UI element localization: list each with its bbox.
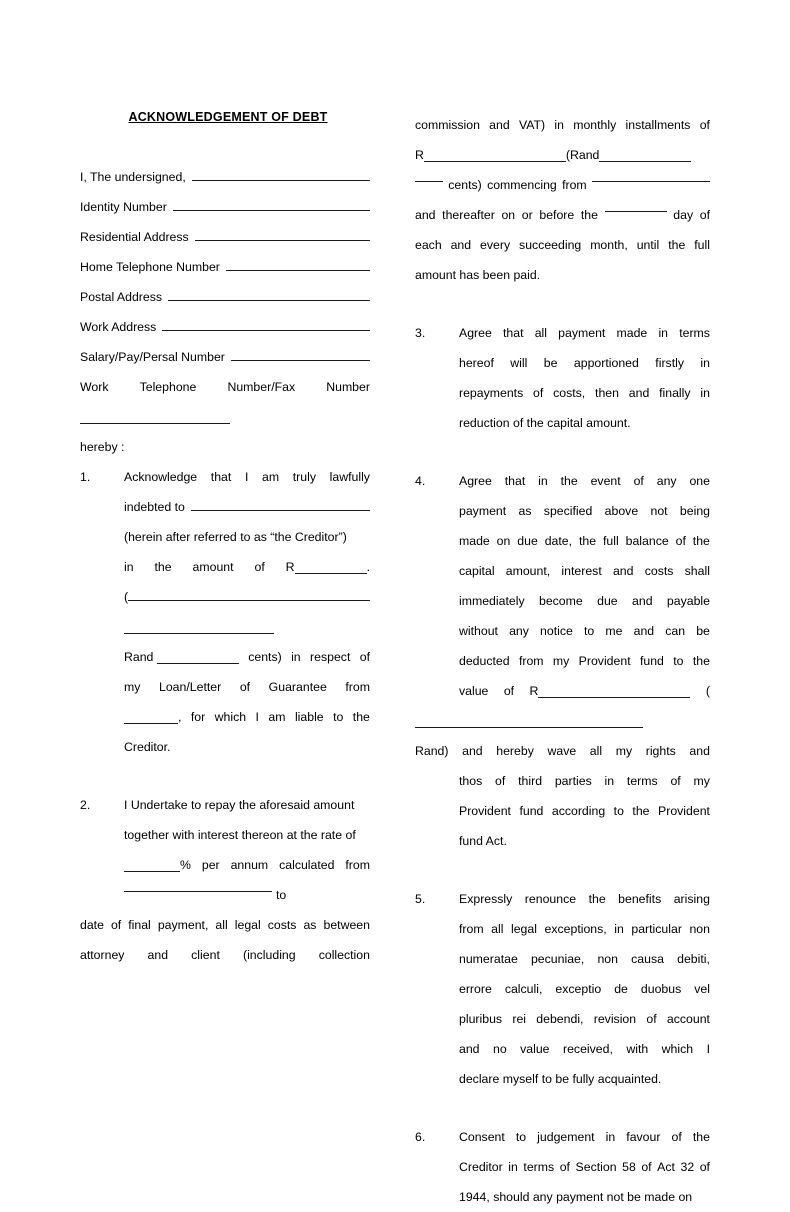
clause-line: amount has been paid. bbox=[415, 268, 541, 282]
fill-in-rule[interactable] bbox=[124, 880, 272, 892]
form-field-work-telephone-value[interactable] bbox=[80, 402, 370, 432]
clause-line: (herein after referred to as “the Creditor”) bbox=[124, 530, 347, 544]
clause-line: Creditor. bbox=[124, 740, 171, 754]
fill-in-rule[interactable] bbox=[157, 652, 239, 664]
clause-body bbox=[459, 318, 710, 438]
fill-in-rule[interactable] bbox=[599, 150, 691, 162]
clause-line-provident-value: value of R ( bbox=[459, 676, 710, 706]
clause-line-words-amount-cont[interactable] bbox=[124, 612, 370, 642]
fill-in-rule[interactable] bbox=[124, 621, 274, 634]
clause-body bbox=[124, 462, 370, 762]
clause-spacer bbox=[415, 1094, 710, 1122]
clause-line: deducted from my Provident fund to the bbox=[459, 654, 710, 668]
clause-body bbox=[459, 884, 710, 1094]
clause-line-words-amount[interactable] bbox=[124, 582, 370, 612]
clause-text: ( bbox=[124, 590, 129, 604]
fill-in-rule[interactable] bbox=[231, 349, 370, 361]
two-column-layout bbox=[0, 110, 790, 1212]
clause-line: my Loan/Letter of Guarantee from bbox=[124, 680, 370, 694]
clause-line-provident-value-words[interactable] bbox=[415, 706, 710, 736]
clause-line: Consent to judgement in favour of the bbox=[459, 1130, 710, 1144]
clause-line: made on due date, the full balance of the bbox=[459, 534, 710, 548]
clause-line-liable: , for which I am liable to the bbox=[124, 702, 370, 732]
interest-rate-entry[interactable]: % bbox=[124, 850, 191, 880]
clause-line: Creditor in terms of Section 58 of Act 32 of bbox=[459, 1160, 710, 1174]
clause-line: attorney and client (including collection bbox=[80, 948, 370, 962]
installment-words-entry[interactable]: (Rand bbox=[566, 140, 692, 170]
clause-2 bbox=[80, 790, 370, 970]
clause-line: each and every succeeding month, until the full bbox=[415, 238, 710, 252]
clause-line: Rand) and hereby wave all my rights and bbox=[415, 744, 710, 758]
clause-line: capital amount, interest and costs shall bbox=[459, 564, 710, 578]
clause-line: payment as specified above not being bbox=[459, 504, 710, 518]
fill-in-rule[interactable] bbox=[124, 712, 178, 724]
clause-body bbox=[80, 790, 370, 970]
form-field-work-address[interactable] bbox=[80, 312, 370, 342]
form-field-label: Work Address bbox=[80, 320, 157, 334]
clause-line-day-of: and thereafter on or before the day of bbox=[415, 200, 710, 230]
clause-5 bbox=[415, 884, 710, 1094]
clause-2-continuation bbox=[415, 110, 710, 290]
fill-in-rule[interactable] bbox=[195, 229, 370, 241]
clause-number: 1. bbox=[80, 470, 91, 484]
clause-line-amount: in the amount of R . bbox=[124, 552, 370, 582]
form-field-label: Identity Number bbox=[80, 200, 167, 214]
fill-in-rule[interactable] bbox=[226, 259, 370, 271]
clause-number: 2. bbox=[80, 798, 91, 812]
form-field-label: I, The undersigned, bbox=[80, 170, 186, 184]
fill-in-rule[interactable] bbox=[424, 150, 566, 162]
clause-line: Expressly renounce the benefits arising bbox=[459, 892, 710, 906]
installment-amount-entry[interactable]: R bbox=[415, 140, 566, 170]
clause-3 bbox=[415, 318, 710, 438]
clause-1 bbox=[80, 462, 370, 762]
clause-line: numeratae pecuniae, non causa debiti, bbox=[459, 952, 710, 966]
form-field-identity-number[interactable] bbox=[80, 192, 370, 222]
form-field-label: Salary/Pay/Persal Number bbox=[80, 350, 225, 364]
clause-line: hereof will be apportioned firstly in bbox=[459, 356, 710, 370]
clause-number: 4. bbox=[415, 474, 426, 488]
fill-in-rule[interactable] bbox=[295, 562, 367, 574]
clause-4 bbox=[415, 466, 710, 856]
fill-in-rule[interactable] bbox=[162, 319, 370, 331]
form-field-undersigned[interactable] bbox=[80, 162, 370, 192]
hereby-label: hereby : bbox=[80, 440, 125, 454]
clause-body bbox=[459, 1122, 710, 1212]
clause-line-from-date: to bbox=[124, 880, 370, 910]
clause-line: declare myself to be fully acquainted. bbox=[459, 1072, 662, 1086]
right-column bbox=[395, 110, 790, 1212]
form-field-salary-persal-number[interactable] bbox=[80, 342, 370, 372]
clause-number: 6. bbox=[415, 1130, 426, 1144]
page-title: ACKNOWLEDGEMENT OF DEBT bbox=[128, 110, 328, 124]
clause-line-rand-cents: Rand cents) in respect of bbox=[124, 642, 370, 672]
clause-line: pluribus rei debendi, revision of account bbox=[459, 1012, 710, 1026]
clause-spacer bbox=[80, 762, 370, 790]
provident-value-entry[interactable]: R bbox=[530, 676, 691, 706]
amount-entry[interactable]: R . bbox=[285, 560, 370, 574]
fill-in-rule[interactable] bbox=[173, 199, 370, 211]
clause-line: date of final payment, all legal costs as between bbox=[80, 918, 370, 932]
clause-spacer bbox=[415, 290, 710, 318]
form-field-postal-address[interactable] bbox=[80, 282, 370, 312]
clause-line: reduction of the capital amount. bbox=[459, 416, 631, 430]
form-field-work-telephone-label: Work Telephone Number/Fax Number bbox=[80, 380, 370, 394]
clause-line: I Undertake to repay the aforesaid amount bbox=[124, 798, 355, 812]
clause-spacer bbox=[415, 438, 710, 466]
form-field-label: Residential Address bbox=[80, 230, 189, 244]
clause-line: fund Act. bbox=[459, 834, 507, 848]
clause-number: 3. bbox=[415, 326, 426, 340]
rand-entry[interactable]: Rand bbox=[124, 642, 239, 672]
loan-source-entry[interactable]: , bbox=[124, 702, 181, 732]
clause-line: Agree that all payment made in terms bbox=[459, 326, 710, 340]
form-field-home-telephone-number[interactable] bbox=[80, 252, 370, 282]
fill-in-rule[interactable] bbox=[124, 860, 180, 872]
clause-line: Acknowledge that I am truly lawfully bbox=[124, 470, 370, 484]
fill-in-rule[interactable] bbox=[80, 411, 230, 424]
clause-line: without any notice to me and can be bbox=[459, 624, 710, 638]
fill-in-rule[interactable] bbox=[592, 170, 710, 182]
clause-line: and no value received, with which I bbox=[459, 1042, 710, 1056]
form-field-label: Home Telephone Number bbox=[80, 260, 220, 274]
clause-line: errore calculi, exceptio de duobus vel bbox=[459, 982, 710, 996]
clause-body bbox=[415, 466, 710, 856]
form-field-residential-address[interactable] bbox=[80, 222, 370, 252]
left-column bbox=[0, 110, 395, 970]
clause-number: 5. bbox=[415, 892, 426, 906]
fill-in-rule[interactable] bbox=[605, 200, 667, 212]
fill-in-rule[interactable] bbox=[168, 289, 370, 301]
clause-line: from all legal exceptions, in particular non bbox=[459, 922, 710, 936]
clause-line-installment-amount bbox=[415, 140, 710, 170]
clause-line: 1944, should any payment not be made on bbox=[459, 1190, 693, 1204]
form-field-label: Postal Address bbox=[80, 290, 163, 304]
fill-in-rule[interactable] bbox=[538, 686, 690, 698]
clause-line: Agree that in the event of any one bbox=[459, 474, 710, 488]
clause-line: thos of third parties in terms of my bbox=[459, 774, 710, 788]
clause-line-cents-commencing: cents) commencing from bbox=[415, 170, 710, 200]
fill-in-rule[interactable] bbox=[192, 169, 370, 181]
fill-in-rule[interactable] bbox=[415, 170, 443, 182]
clause-spacer bbox=[415, 856, 710, 884]
clause-line: commission and VAT) in monthly installments of bbox=[415, 118, 710, 132]
clause-line: together with interest thereon at the rate of bbox=[124, 828, 356, 842]
clause-line: immediately become due and payable bbox=[459, 594, 710, 608]
fill-in-rule[interactable] bbox=[191, 499, 370, 511]
fill-in-rule[interactable] bbox=[415, 715, 643, 728]
clause-line: repayments of costs, then and finally in bbox=[459, 386, 710, 400]
clause-6 bbox=[415, 1122, 710, 1212]
clause-line-indebted-to[interactable] bbox=[124, 492, 370, 522]
clause-line-interest-rate: % per annum calculated from bbox=[124, 850, 370, 880]
clause-line: Provident fund according to the Provident bbox=[459, 804, 710, 818]
fill-in-rule[interactable] bbox=[128, 589, 370, 601]
clause-text: indebted to bbox=[124, 500, 185, 514]
